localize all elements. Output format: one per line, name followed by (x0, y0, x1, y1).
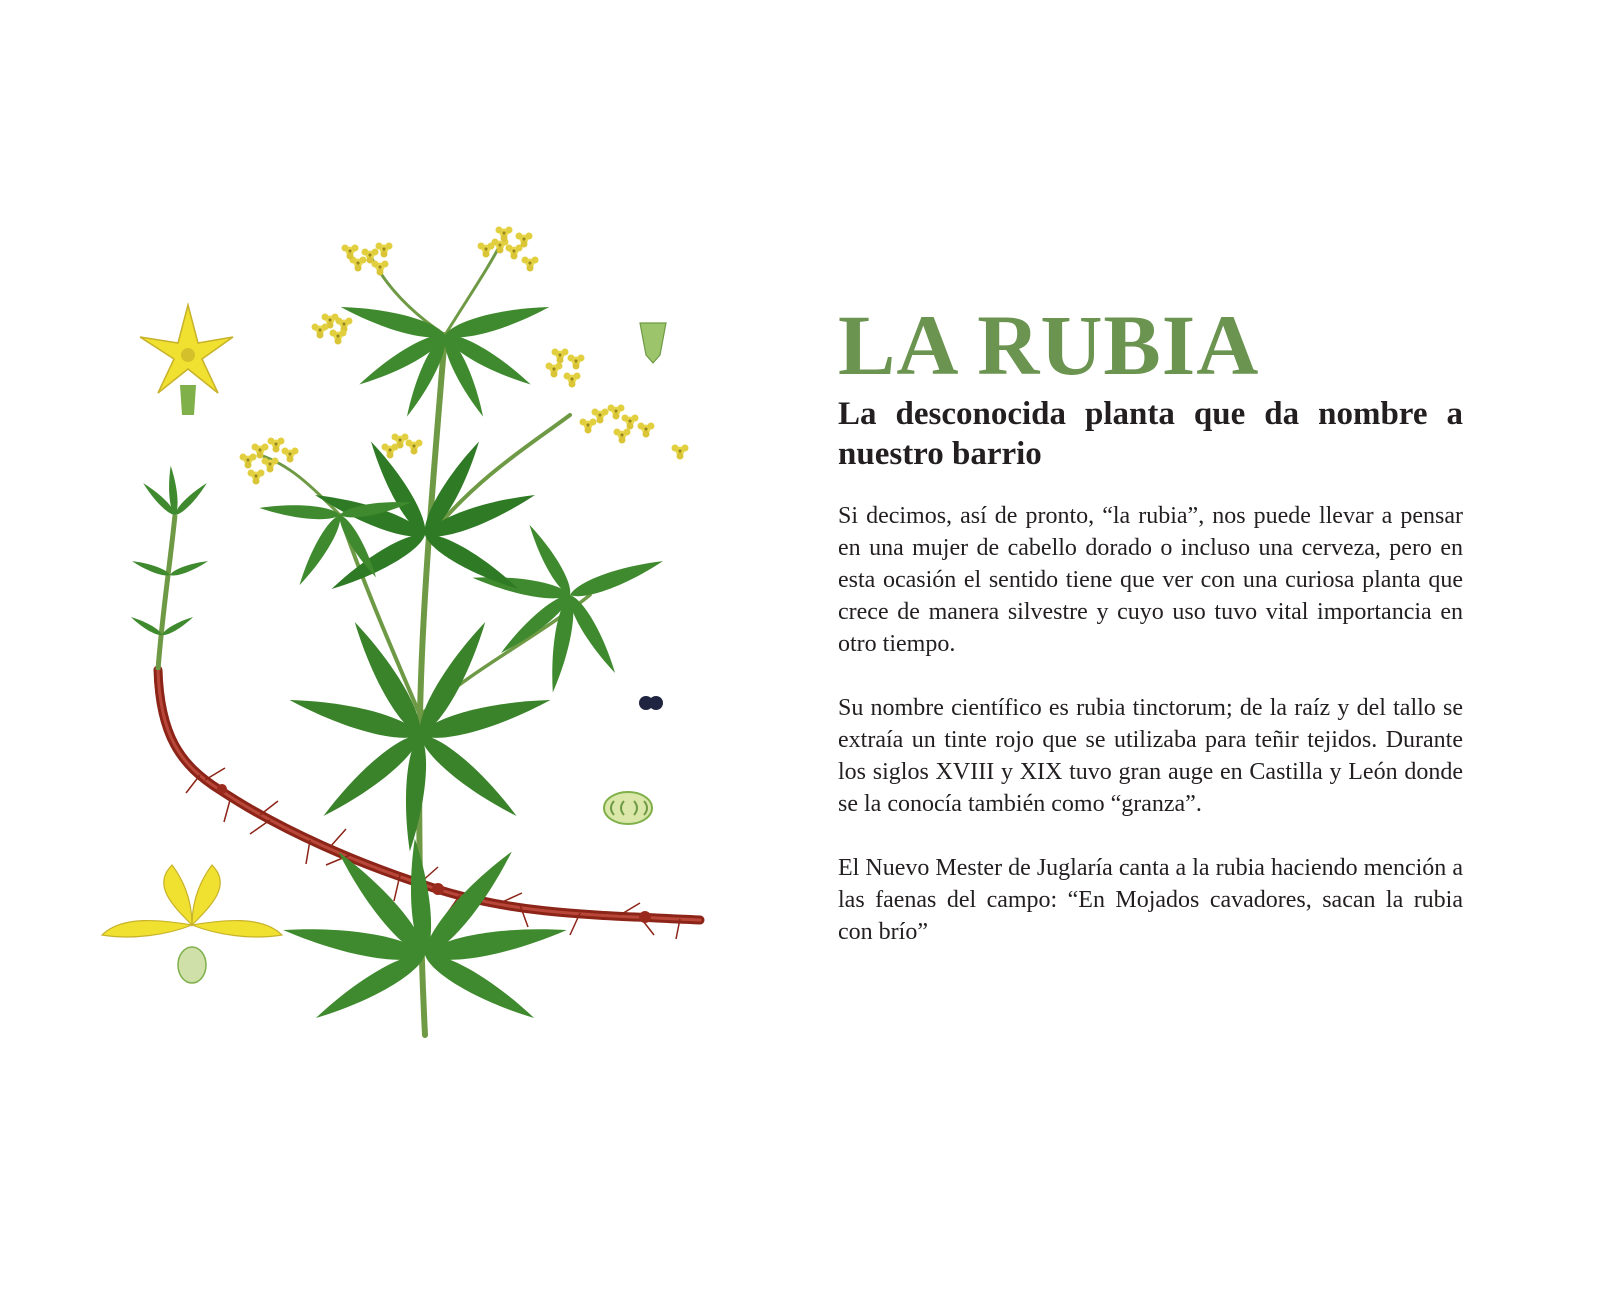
page-title: LA RUBIA (838, 297, 1260, 393)
paragraph-2: Su nombre científico es rubia tinctorum; de la raíz y del tallo se extraía un tinte rojo que se utilizaba para teñir tejidos. Durante los siglos XVIII y XIX tuvo gran auge en Castilla y León donde se la conocía también como “granza”. (838, 695, 1463, 817)
side-shoot (129, 465, 209, 670)
paragraph-3: El Nuevo Mester de Juglaría canta a la rubia haciendo mención a las faenas del campo: “En Mojados cavadores, sacan la rubia con brío” (838, 855, 1463, 945)
flower-clusters (240, 227, 689, 485)
paragraph-1: Si decimos, así de pronto, “la rubia”, nos puede llevar a pensar en una mujer de cabello dorado o incluso una cerveza, pero en esta ocasión el sentido tiene que ver con una curiosa planta que crece de manera silvestre y cuyo uso tuvo vital importancia en otro tiempo. (838, 503, 1463, 657)
flower-detail-top (140, 305, 233, 415)
page-subtitle: La desconocida planta que da nombre a nuestro barrio (838, 396, 1463, 472)
article (838, 297, 1463, 948)
rubia-plant-illustration (100, 215, 740, 1075)
flower-detail-bottom (102, 865, 282, 983)
